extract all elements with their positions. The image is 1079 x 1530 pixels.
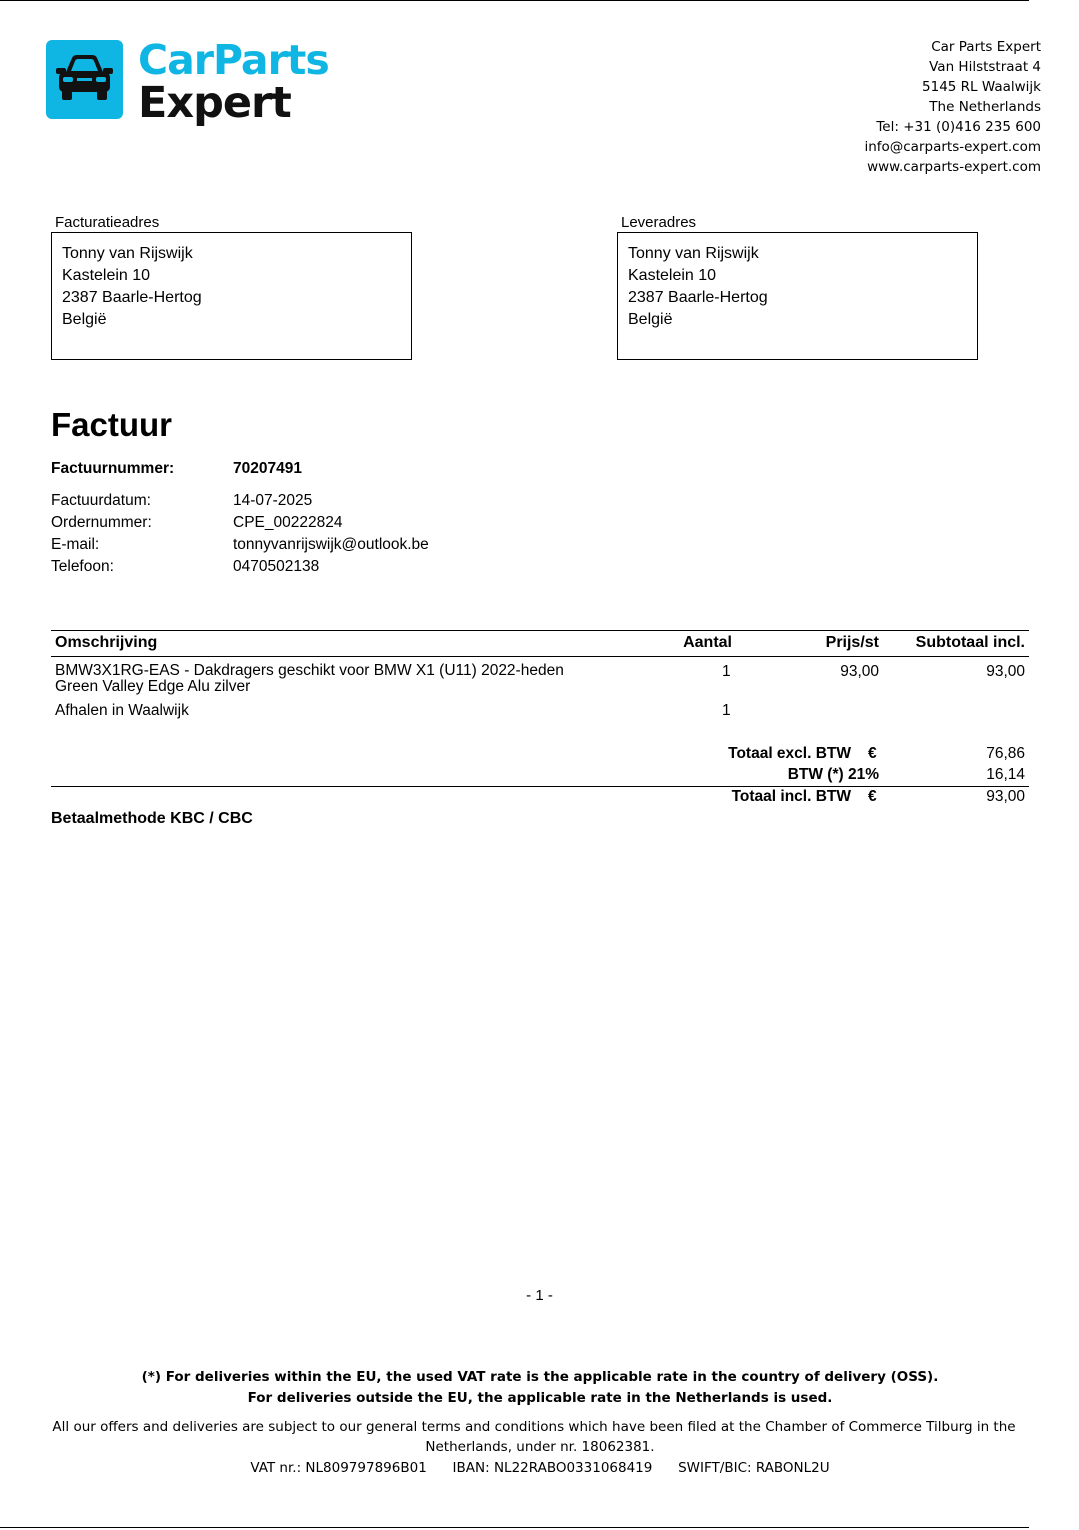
- payment-method: Betaalmethode KBC / CBC: [51, 810, 253, 827]
- invoice-number: 70207491: [233, 460, 302, 477]
- table-row: [55, 663, 564, 695]
- car-front-icon: [46, 40, 123, 119]
- page-top-border: [0, 0, 1029, 1]
- billing-city: 2387 Baarle-Hertog: [62, 289, 202, 306]
- header-quantity: Aantal: [683, 634, 732, 651]
- billing-country: België: [62, 311, 107, 328]
- item-quantity: 1: [722, 663, 731, 680]
- company-email: info@carparts-expert.com: [864, 139, 1041, 155]
- header-description: Omschrijving: [55, 634, 158, 651]
- shipping-quantity: 1: [722, 702, 731, 719]
- shipping-country: België: [628, 311, 673, 328]
- item-description-line1: BMW3X1RG-EAS - Dakdragers geschikt voor BMW X1 (U11) 2022-heden: [55, 662, 564, 679]
- shipping-city: 2387 Baarle-Hertog: [628, 289, 768, 306]
- currency-symbol-incl: €: [868, 788, 877, 805]
- shipping-address-box: [617, 232, 978, 360]
- page-number: - 1 -: [526, 1287, 553, 1304]
- vat-label: BTW (*) 21%: [787, 766, 879, 783]
- shipping-name: Tonny van Rijswijk: [628, 245, 759, 262]
- header-subtotal: Subtotaal incl.: [915, 634, 1025, 651]
- item-subtotal: 93,00: [986, 663, 1025, 680]
- total-excl-value: 76,86: [986, 745, 1025, 762]
- email-label: E-mail:: [51, 536, 100, 553]
- company-phone: Tel: +31 (0)416 235 600: [876, 119, 1041, 135]
- shipping-method-row: Afhalen in Waalwijk: [55, 702, 189, 719]
- billing-address-label: Facturatieadres: [55, 214, 160, 231]
- company-address: [820, 37, 1041, 177]
- shipping-address-label: Leveradres: [621, 214, 697, 231]
- totals-rule: [51, 786, 1029, 787]
- invoice-date-label: Factuurdatum:: [51, 492, 151, 509]
- page-bottom-border: [0, 1527, 1029, 1528]
- logo-text-carparts: CarParts: [138, 36, 329, 84]
- company-website: www.carparts-expert.com: [867, 159, 1041, 175]
- vat-note-2: For deliveries outside the EU, the applicable rate in the Netherlands is used.: [247, 1390, 833, 1406]
- invoice-date: 14-07-2025: [233, 492, 313, 509]
- order-number-label: Ordernummer:: [51, 514, 152, 531]
- currency-symbol: €: [868, 745, 877, 762]
- total-incl-value: 93,00: [986, 788, 1025, 805]
- invoice-number-label: Factuurnummer:: [51, 460, 175, 477]
- billing-street: Kastelein 10: [62, 267, 151, 284]
- company-logo: [46, 36, 346, 135]
- bank-details: VAT nr.: NL809797896B01 IBAN: NL22RABO0331068419 SWIFT/BIC: RABONL2U: [250, 1460, 830, 1476]
- phone-label: Telefoon:: [51, 558, 114, 575]
- item-price: 93,00: [840, 663, 879, 680]
- total-excl-label: Totaal excl. BTW: [728, 745, 851, 762]
- vat-note-1: (*) For deliveries within the EU, the used VAT rate is the applicable rate in the country of delivery (OSS).: [141, 1369, 939, 1385]
- company-street: Van Hilststraat 4: [929, 59, 1041, 75]
- vat-value: 16,14: [986, 766, 1025, 783]
- billing-name: Tonny van Rijswijk: [62, 245, 193, 262]
- company-city: 5145 RL Waalwijk: [922, 79, 1041, 95]
- phone-value: 0470502138: [233, 558, 320, 575]
- shipping-street: Kastelein 10: [628, 267, 717, 284]
- table-header-rule: [51, 656, 1029, 657]
- company-name: Car Parts Expert: [931, 39, 1041, 55]
- logo-text-expert: Expert: [138, 78, 291, 128]
- header-price: Prijs/st: [825, 634, 879, 651]
- table-top-rule: [51, 630, 1029, 631]
- terms-line-1: All our offers and deliveries are subject to our general terms and conditions which have been filed at the Chamber of Commerce Tilburg in the: [52, 1419, 1016, 1435]
- item-description-line2: Green Valley Edge Alu zilver: [55, 678, 251, 695]
- total-incl-label: Totaal incl. BTW: [731, 788, 851, 805]
- order-number: CPE_00222824: [233, 514, 343, 531]
- company-country: The Netherlands: [929, 99, 1041, 115]
- billing-address-box: [51, 232, 412, 360]
- invoice-title: Factuur: [51, 406, 173, 443]
- terms-line-2: Netherlands, under nr. 18062381.: [425, 1439, 655, 1455]
- email-value: tonnyvanrijswijk@outlook.be: [233, 536, 429, 553]
